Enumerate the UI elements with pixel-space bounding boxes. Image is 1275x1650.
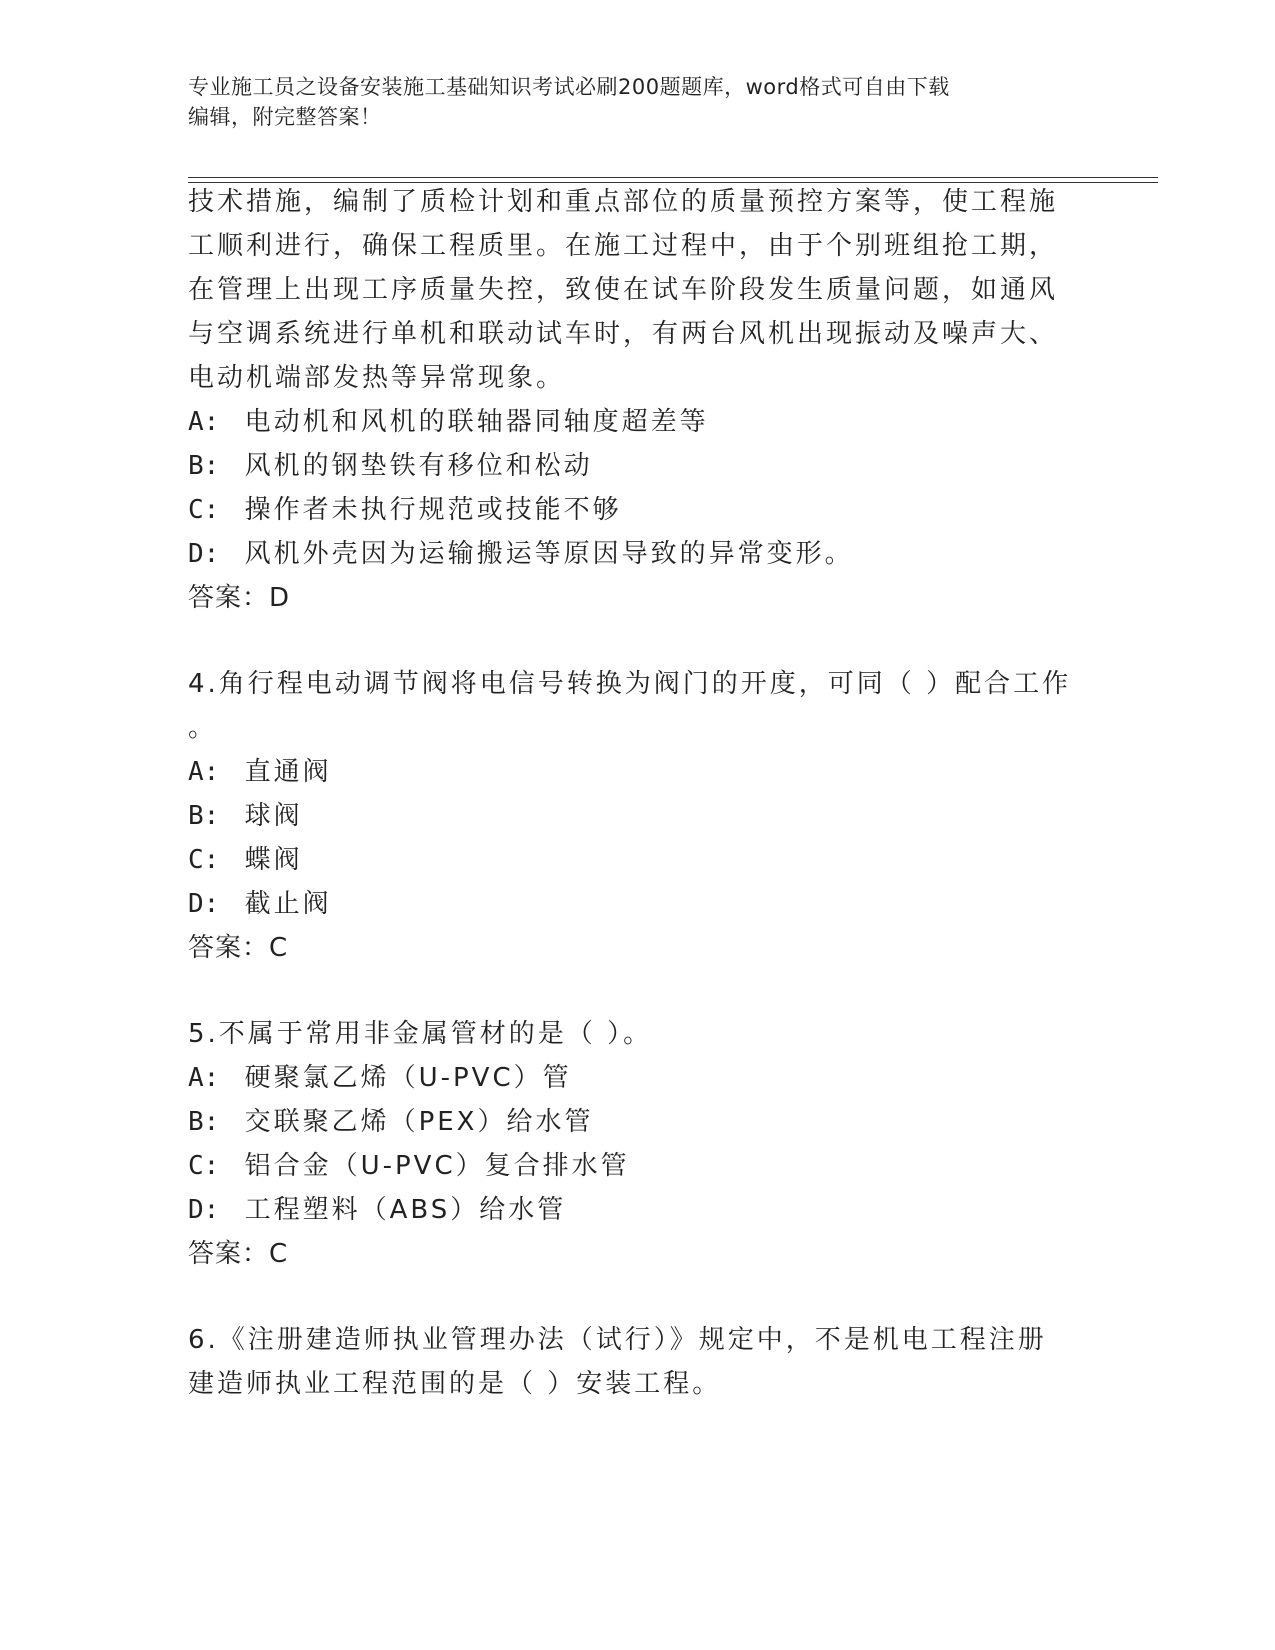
question-3-option-c [188, 490, 622, 530]
option-letter: C: [188, 845, 220, 875]
option-letter: A: [188, 407, 220, 437]
option-text: 风机外壳因为运输搬运等原因导致的异常变形。 [244, 539, 854, 569]
question-5-text-line: 5.不属于常用非金属管材的是（ ）。 [188, 1019, 653, 1049]
option-text: 工程塑料（ABS）给水管 [244, 1195, 567, 1225]
option-letter: B: [188, 1107, 220, 1137]
option-text: 球阀 [244, 801, 303, 831]
question-3-option-b [188, 446, 593, 486]
header-title-line-2: 编辑，附完整答案！ [188, 105, 382, 129]
option-text: 蝶阀 [244, 845, 303, 875]
document-header [188, 72, 1088, 132]
option-letter: B: [188, 451, 220, 481]
question-6-text-line: 建造师执业工程范围的是（ ）安装工程。 [188, 1369, 722, 1399]
question-5-answer: 答案：C [188, 1239, 289, 1269]
header-title-line-1: 专业施工员之设备安装施工基础知识考试必刷200题题库，word格式可自由下载 [188, 75, 950, 99]
option-text: 铝合金（U-PVC）复合排水管 [244, 1151, 630, 1181]
question-4-option-c [188, 840, 303, 880]
question-3-text-line: 在管理上出现工序质量失控，致使在试车阶段发生质量问题，如通风 [188, 275, 1059, 305]
question-3-text-line: 电动机端部发热等异常现象。 [188, 363, 566, 393]
question-3-option-d [188, 534, 854, 574]
question-4-answer: 答案：C [188, 933, 289, 963]
question-3-text-line: 工顺利进行，确保工程质里。在施工过程中，由于个别班组抢工期， [188, 231, 1059, 261]
option-letter: B: [188, 801, 220, 831]
option-text: 直通阀 [244, 757, 332, 787]
option-letter: A: [188, 757, 220, 787]
question-4-option-b [188, 796, 303, 836]
question-6-text-line: 6.《注册建造师执业管理办法（试行）》规定中，不是机电工程注册 [188, 1325, 1047, 1355]
option-text: 交联聚乙烯（PEX）给水管 [244, 1107, 594, 1137]
option-text: 电动机和风机的联轴器同轴度超差等 [244, 407, 709, 437]
option-text: 风机的钢垫铁有移位和松动 [244, 451, 593, 481]
option-letter: D: [188, 889, 220, 919]
option-letter: C: [188, 1151, 220, 1181]
question-5-option-c [188, 1146, 630, 1186]
question-3-text-line: 与空调系统进行单机和联动试车时，有两台风机出现振动及噪声大、 [188, 319, 1059, 349]
question-3-text-line: 技术措施，编制了质检计划和重点部位的质量预控方案等，使工程施 [188, 187, 1059, 217]
option-text: 操作者未执行规范或技能不够 [244, 495, 622, 525]
question-3-option-a [188, 402, 709, 442]
option-text: 截止阀 [244, 889, 332, 919]
question-4-text-line: 4.角行程电动调节阀将电信号转换为阀门的开度，可同（ ）配合工作 [188, 669, 1072, 699]
question-3-answer: 答案：D [188, 583, 291, 613]
option-letter: C: [188, 495, 220, 525]
option-text: 硬聚氯乙烯（U-PVC）管 [244, 1063, 572, 1093]
question-5-option-d [188, 1190, 566, 1230]
option-letter: D: [188, 1195, 220, 1225]
question-5-option-a [188, 1058, 572, 1098]
question-4-text-line: 。 [188, 713, 218, 743]
header-divider-top [188, 177, 1158, 178]
question-4-option-a [188, 752, 332, 792]
question-4-option-d [188, 884, 332, 924]
option-letter: A: [188, 1063, 220, 1093]
question-5-option-b [188, 1102, 594, 1142]
option-letter: D: [188, 539, 220, 569]
